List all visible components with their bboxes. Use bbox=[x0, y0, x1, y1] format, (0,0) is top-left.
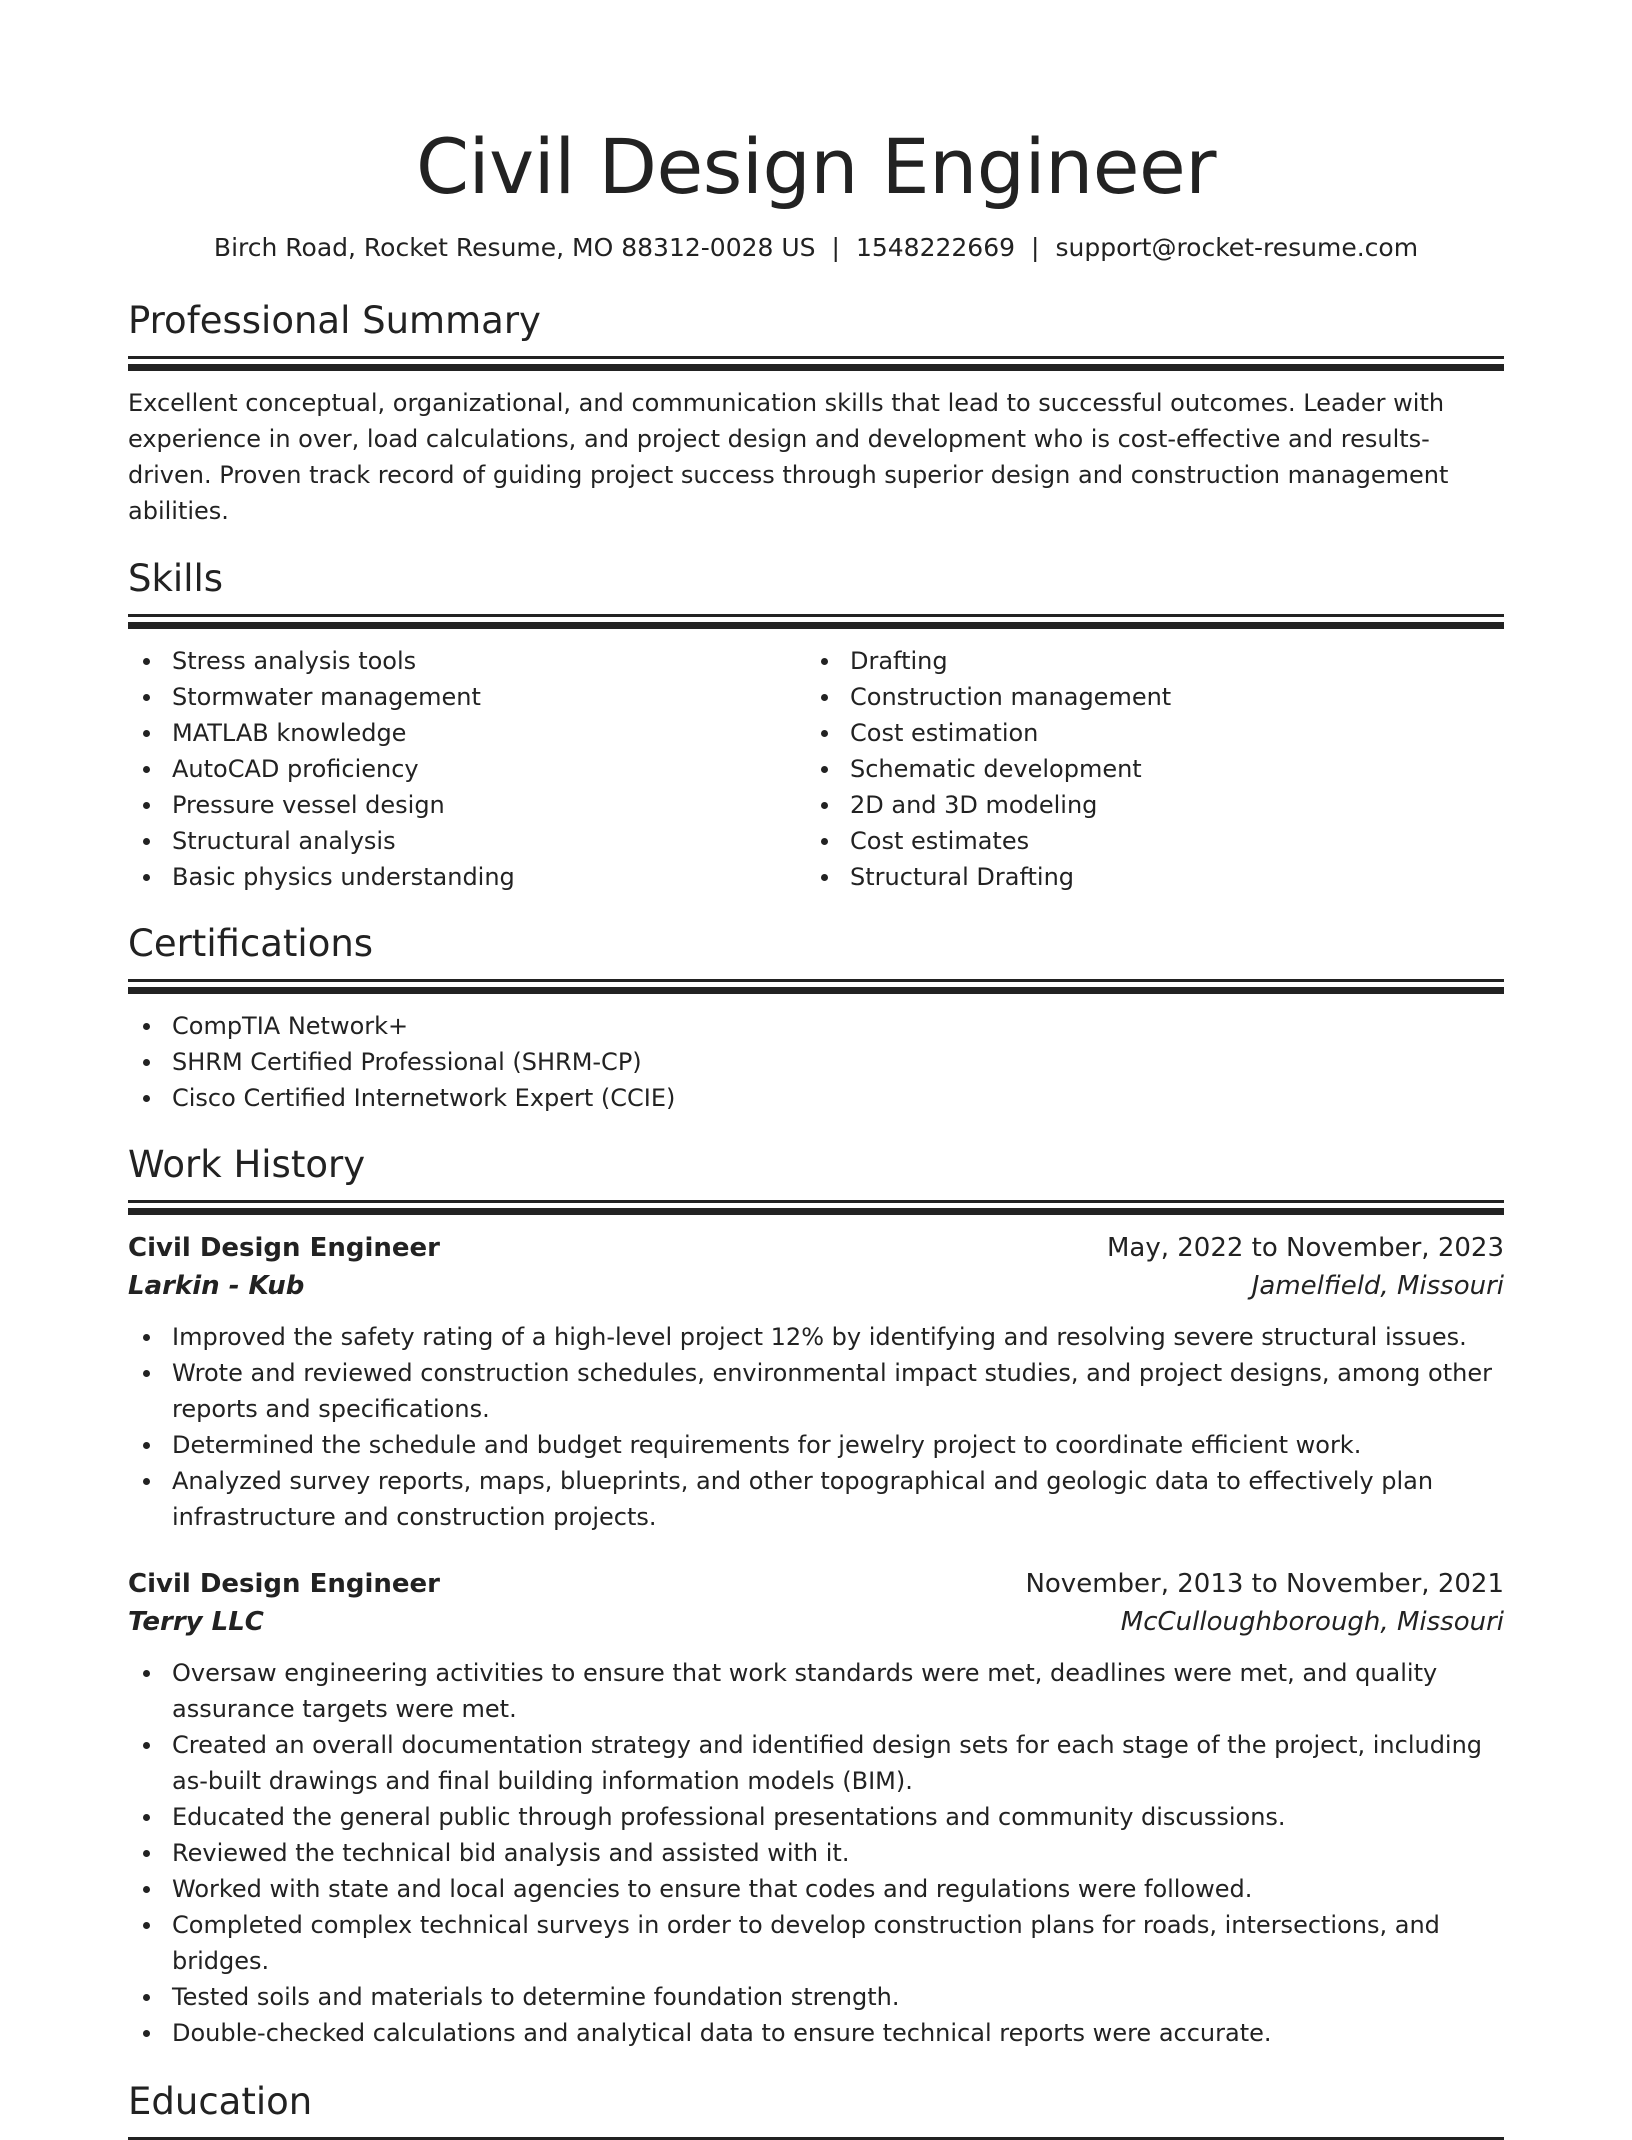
contact-phone: 1548222669 bbox=[855, 233, 1016, 262]
contact-email[interactable]: support@rocket-resume.com bbox=[1055, 233, 1419, 262]
resume-name-title: Civil Design Engineer bbox=[415, 122, 1217, 211]
job-bullet: Tested soils and materials to determine foundation strength. bbox=[128, 1979, 1504, 2015]
job-bullet: Worked with state and local agencies to ensure that codes and regulations were followed. bbox=[128, 1871, 1504, 1907]
skill-item: Pressure vessel design bbox=[128, 787, 806, 823]
job-bullet: Double-checked calculations and analytical data to ensure technical reports were accurate. bbox=[128, 2015, 1504, 2051]
section-divider bbox=[128, 1208, 1504, 1215]
resume-page bbox=[128, 0, 1504, 2140]
job-header-row bbox=[128, 1565, 1504, 1603]
contact-separator: | bbox=[1031, 233, 1040, 262]
job-company: Larkin - Kub bbox=[128, 1271, 305, 1301]
contact-address: Birch Road, Rocket Resume, MO 88312-0028 US bbox=[213, 233, 816, 262]
skills-section bbox=[128, 556, 1504, 895]
job-bullet: Wrote and reviewed construction schedules, environmental impact studies, and project designs, among other reports and specifications. bbox=[128, 1355, 1504, 1427]
skills-list-left bbox=[128, 643, 806, 895]
section-divider bbox=[128, 987, 1504, 994]
job-bullet: Educated the general public through professional presentations and community discussions. bbox=[128, 1799, 1504, 1835]
job-bullet: Determined the schedule and budget requirements for jewelry project to coordinate efficient work. bbox=[128, 1427, 1504, 1463]
job-bullet: Completed complex technical surveys in order to develop construction plans for roads, intersections, and bridges. bbox=[128, 1907, 1504, 1979]
skill-item: Structural Drafting bbox=[806, 859, 1484, 895]
section-divider bbox=[128, 364, 1504, 371]
certification-item: Cisco Certified Internetwork Expert (CCIE) bbox=[128, 1080, 1504, 1116]
job-bullet: Created an overall documentation strategy and identified design sets for each stage of the project, including as-built drawings and final building information models (BIM). bbox=[128, 1727, 1504, 1799]
section-divider bbox=[128, 356, 1504, 359]
summary-section bbox=[128, 298, 1504, 529]
skill-item: MATLAB knowledge bbox=[128, 715, 806, 751]
certifications-list bbox=[128, 1008, 1504, 1116]
skill-item: 2D and 3D modeling bbox=[806, 787, 1484, 823]
job-header-row bbox=[128, 1229, 1504, 1267]
skills-list-right bbox=[806, 643, 1484, 895]
contact-line bbox=[128, 231, 1504, 265]
skill-item: Cost estimates bbox=[806, 823, 1484, 859]
job-dates: November, 2013 to November, 2021 bbox=[1025, 1569, 1504, 1599]
summary-heading: Professional Summary bbox=[128, 299, 541, 342]
skill-item: Structural analysis bbox=[128, 823, 806, 859]
skill-item: Construction management bbox=[806, 679, 1484, 715]
section-divider bbox=[128, 979, 1504, 982]
skill-item: Drafting bbox=[806, 643, 1484, 679]
skill-item: AutoCAD proficiency bbox=[128, 751, 806, 787]
job-entry bbox=[128, 1229, 1504, 1535]
job-bullet: Analyzed survey reports, maps, blueprints, and other topographical and geologic data to effectively plan infrastructure and construction projects. bbox=[128, 1463, 1504, 1535]
education-section bbox=[128, 2079, 1504, 2140]
job-bullet: Improved the safety rating of a high-level project 12% by identifying and resolving severe structural issues. bbox=[128, 1319, 1504, 1355]
skills-columns bbox=[128, 643, 1504, 895]
skill-item: Stress analysis tools bbox=[128, 643, 806, 679]
section-divider bbox=[128, 1200, 1504, 1203]
work-history-section bbox=[128, 1142, 1504, 2051]
job-location: Jamelfield, Missouri bbox=[1251, 1271, 1504, 1301]
education-heading: Education bbox=[128, 2080, 313, 2123]
job-company: Terry LLC bbox=[128, 1607, 264, 1637]
job-title: Civil Design Engineer bbox=[128, 1233, 440, 1263]
job-company-row bbox=[128, 1603, 1504, 1641]
job-bullet-list bbox=[128, 1319, 1504, 1535]
certification-item: CompTIA Network+ bbox=[128, 1008, 1504, 1044]
skill-item: Cost estimation bbox=[806, 715, 1484, 751]
job-dates: May, 2022 to November, 2023 bbox=[1106, 1233, 1504, 1263]
job-title: Civil Design Engineer bbox=[128, 1569, 440, 1599]
skill-item: Schematic development bbox=[806, 751, 1484, 787]
certification-item: SHRM Certified Professional (SHRM-CP) bbox=[128, 1044, 1504, 1080]
job-entry bbox=[128, 1565, 1504, 2051]
summary-text: Excellent conceptual, organizational, and communication skills that lead to successful outcomes. Leader with experience in over, load calculations, and project design and development who is cost-effective and results-driven. Proven track record of guiding project success through superior design and construction management abilities. bbox=[128, 389, 1449, 525]
skills-heading: Skills bbox=[128, 557, 224, 600]
job-location: McCulloughborough, Missouri bbox=[1120, 1607, 1504, 1637]
job-bullet: Reviewed the technical bid analysis and assisted with it. bbox=[128, 1835, 1504, 1871]
certifications-section bbox=[128, 921, 1504, 1116]
job-bullet: Oversaw engineering activities to ensure that work standards were met, deadlines were met, and quality assurance targets were met. bbox=[128, 1655, 1504, 1727]
skill-item: Basic physics understanding bbox=[128, 859, 806, 895]
job-company-row bbox=[128, 1267, 1504, 1305]
certifications-heading: Certifications bbox=[128, 922, 374, 965]
skill-item: Stormwater management bbox=[128, 679, 806, 715]
work-history-heading: Work History bbox=[128, 1143, 366, 1186]
section-divider bbox=[128, 614, 1504, 617]
section-divider bbox=[128, 622, 1504, 629]
job-bullet-list bbox=[128, 1655, 1504, 2051]
contact-separator: | bbox=[831, 233, 840, 262]
